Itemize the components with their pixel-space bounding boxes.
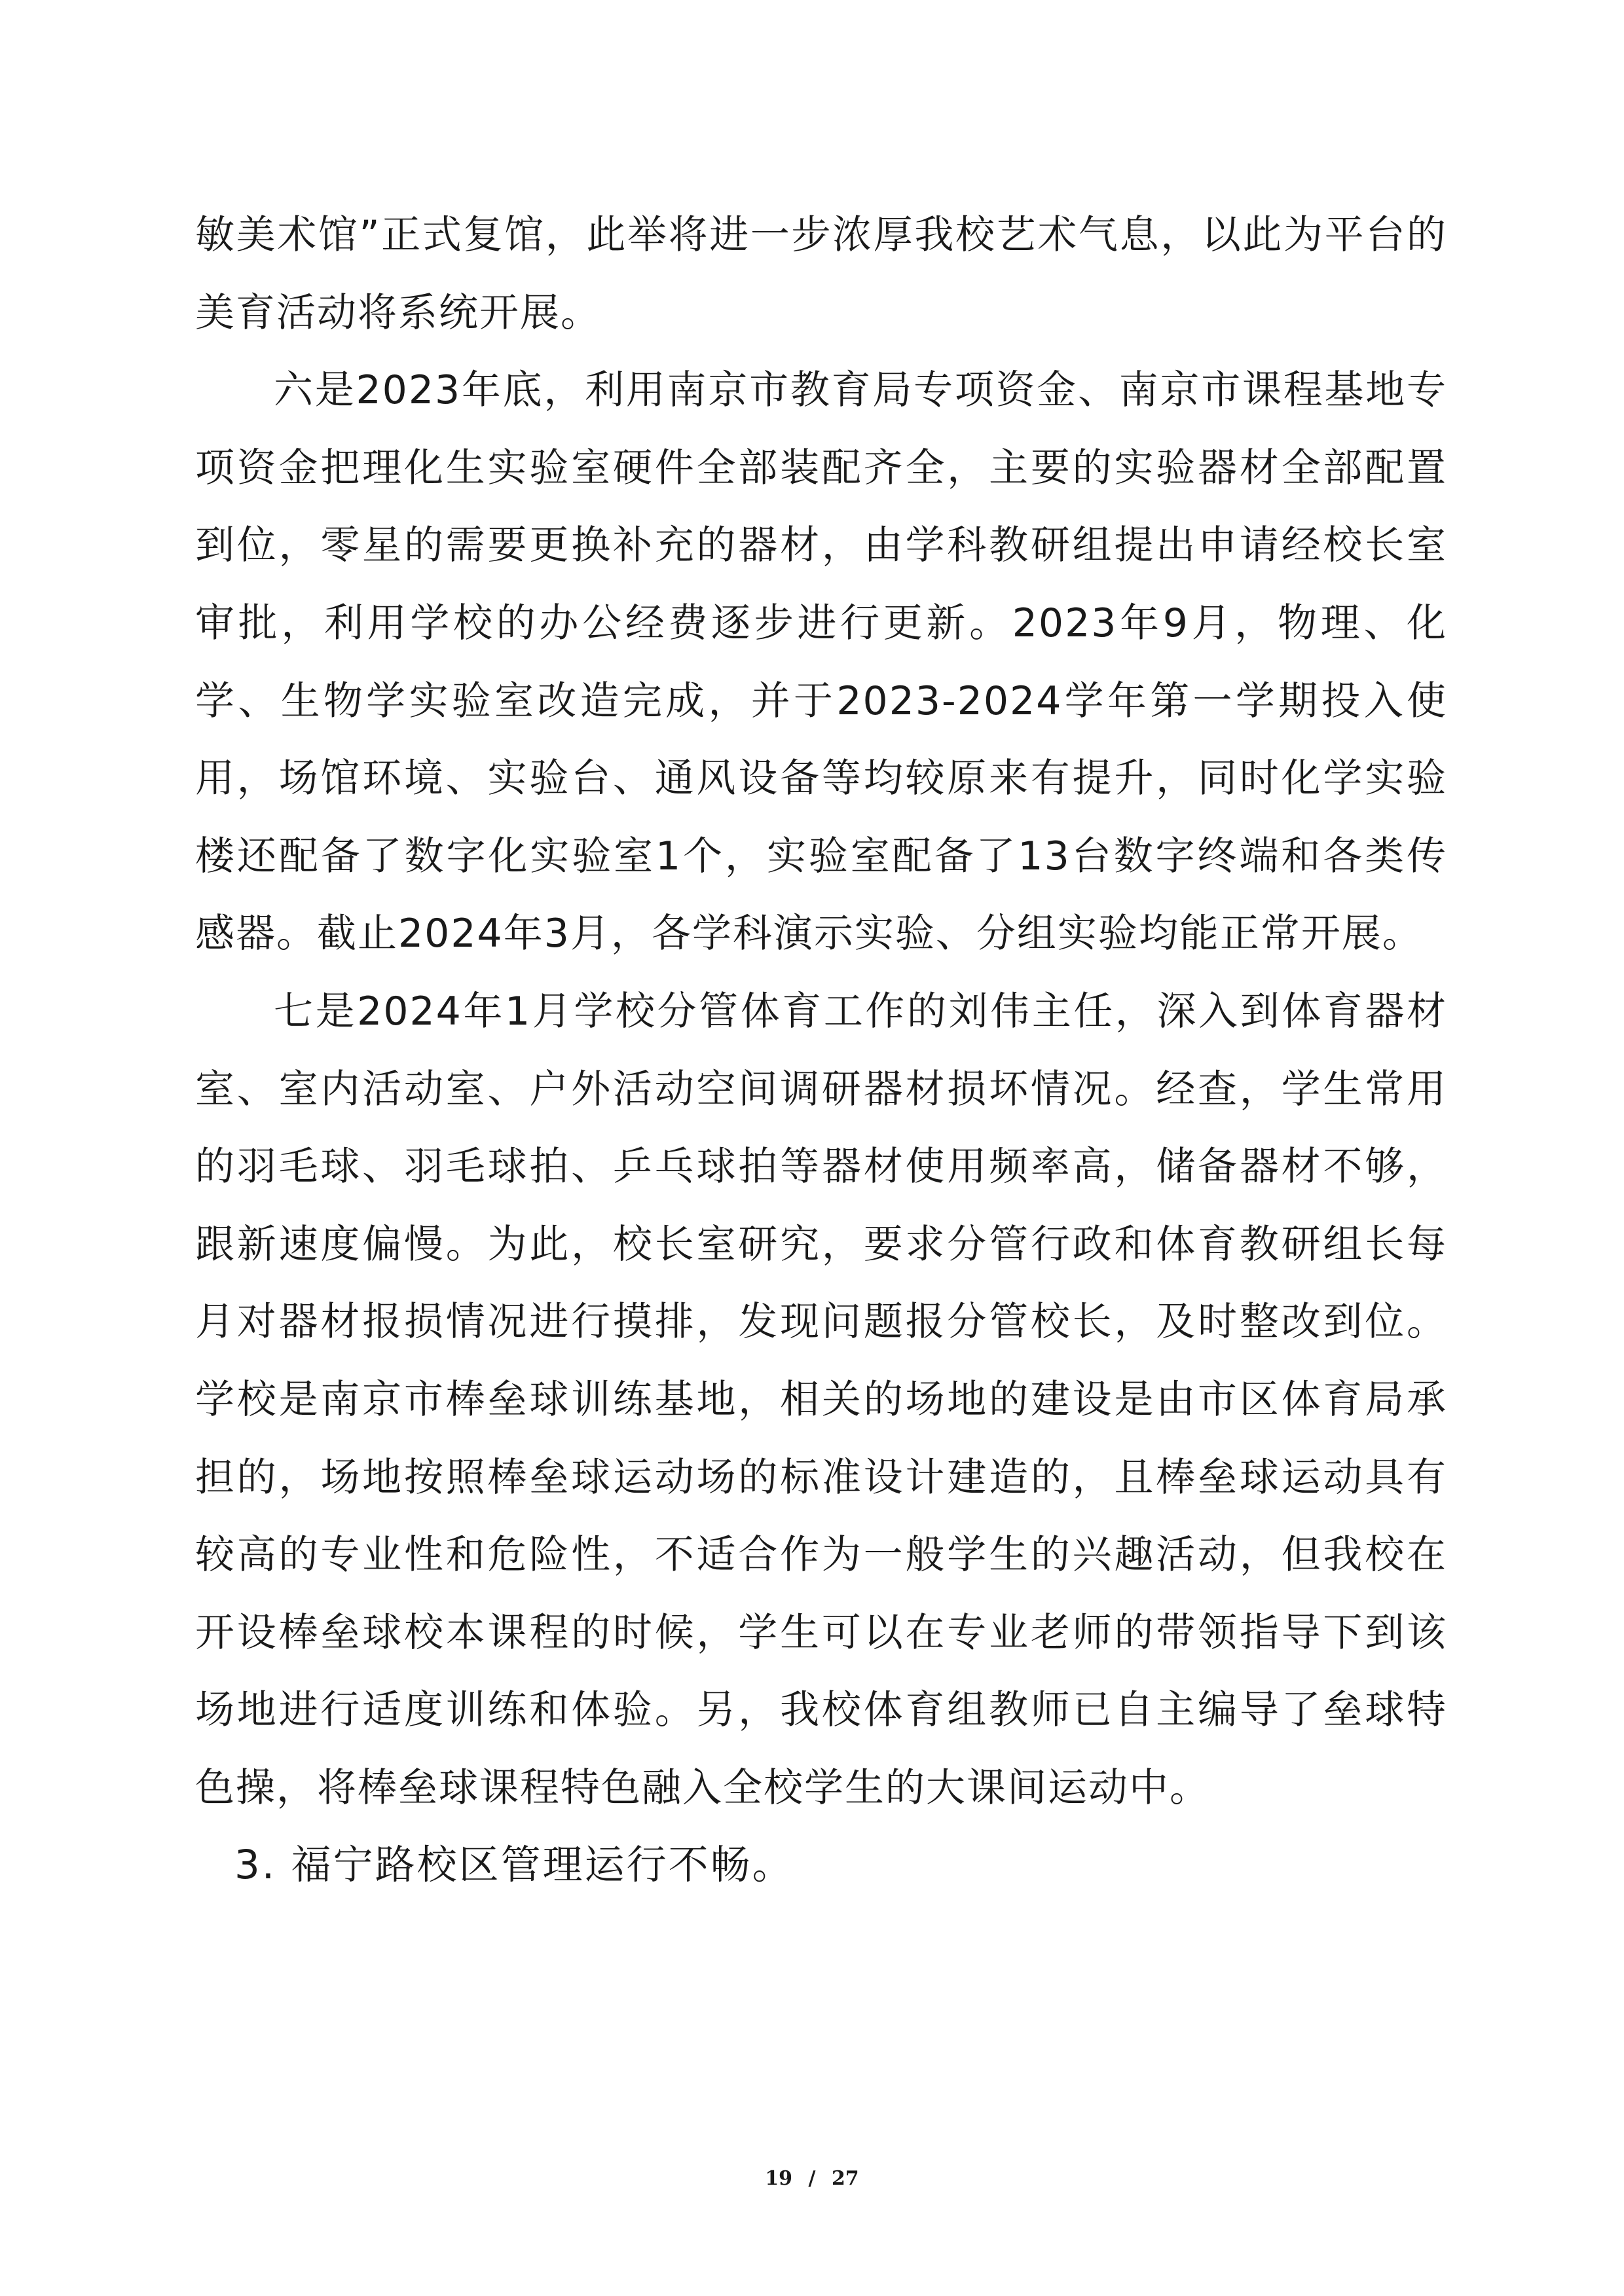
page-number-total: 27 bbox=[831, 2167, 859, 2190]
page-number-current: 19 bbox=[765, 2167, 793, 2190]
paragraph-item-seven: 七是2024年1月学校分管体育工作的刘伟主任，深入到体育器材室、室内活动室、户外活动空间调研器材损坏情况。经查，学生常用的羽毛球、羽毛球拍、乒乓球拍等器材使用频率高，储备器材不够，跟新速度偏慢。为此，校长室研究，要求分管行政和体育教研组长每月对器材报损情况进行摸排，发现问题报分管校长，及时整改到位。学校是南京市棒垒球训练基地，相关的场地的建设是由市区体育局承担的，场地按照棒垒球运动场的标准设计建造的，且棒垒球运动具有较高的专业性和危险性，不适合作为一般学生的兴趣活动，但我校在开设棒垒球校本课程的时候，学生可以在专业老师的带领指导下到该场地进行适度训练和体验。另，我校体育组教师已自主编导了垒球特色操，将棒垒球课程特色融入全校学生的大课间运动中。 bbox=[195, 988, 1447, 1811]
paragraph-item-six: 六是2023年底，利用南京市教育局专项资金、南京市课程基地专项资金把理化生实验室硬件全部装配齐全，主要的实验器材全部配置到位，零星的需要更换补充的器材，由学科教研组提出申请经校长室审批，利用学校的办公经费逐步进行更新。2023年9月，物理、化学、生物学实验室改造完成，并于2023-2024学年第一学期投入使用，场馆环境、实验台、通风设备等均较原来有提升，同时化学实验楼还配备了数字化实验室1个，实验室配备了13台数字终端和各类传感器。截止2024年3月，各学科演示实验、分组实验均能正常开展。 bbox=[195, 367, 1447, 957]
page-footer bbox=[0, 2167, 1624, 2190]
document-body bbox=[195, 196, 1447, 1904]
page-number-separator: / bbox=[808, 2167, 816, 2190]
paragraph-continued: 敏美术馆”正式复馆，此举将进一步浓厚我校艺术气息，以此为平台的美育活动将系统开展。 bbox=[195, 212, 1447, 336]
section-heading: 3. 福宁路校区管理运行不畅。 bbox=[234, 1842, 794, 1889]
